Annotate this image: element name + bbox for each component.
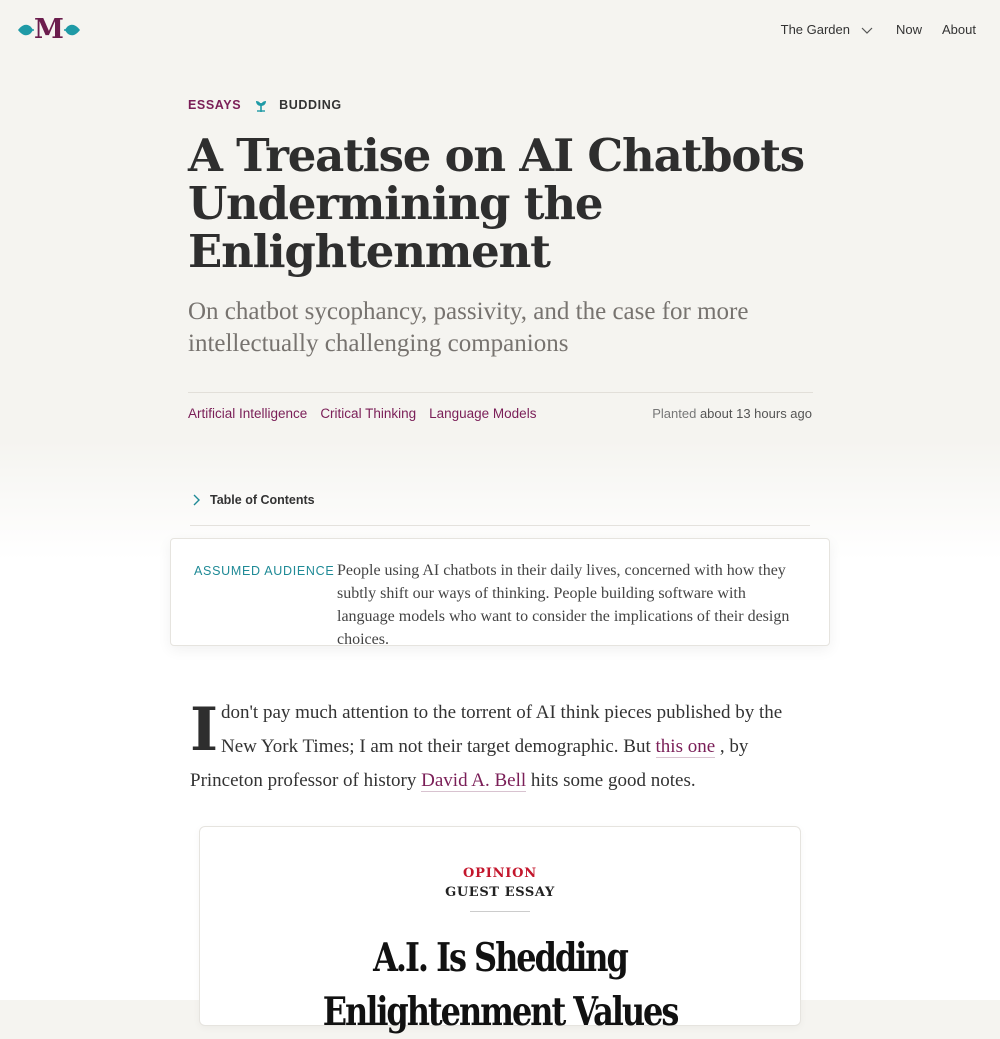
planted-time: about 13 hours ago <box>699 406 812 421</box>
author-link[interactable]: David A. Bell <box>421 770 527 791</box>
embedded-article-card <box>199 826 801 1035</box>
paragraph-text: Princeton professor of history <box>190 770 417 791</box>
tag-link[interactable]: Language Models <box>429 406 537 421</box>
growth-stage: BUDDING <box>279 98 342 112</box>
paragraph-text: New York Times; I am not their target demographic. But <box>221 736 651 757</box>
planted-prefix: Planted <box>652 406 697 421</box>
toc-divider <box>190 525 810 526</box>
nav-the-garden[interactable] <box>781 22 874 37</box>
toc-label: Table of Contents <box>210 493 315 507</box>
audience-text: People using AI chatbots in their daily lives, concerned with how they subtly shift our ways of thinking. People building software with language models who want to consider the implications of their design choices. <box>337 562 790 648</box>
chevron-right-icon <box>190 493 202 507</box>
embed-divider <box>470 911 530 912</box>
logo-letter: M <box>34 14 64 45</box>
tag-link[interactable]: Critical Thinking <box>320 406 417 421</box>
paragraph-line <box>190 730 805 764</box>
meta-divider <box>188 392 813 393</box>
nav-the-garden-label: The Garden <box>780 22 850 37</box>
paragraph-text: , by <box>719 736 749 757</box>
assumed-audience-card <box>170 538 830 646</box>
paragraph-text: hits some good notes. <box>530 770 696 791</box>
tag-list <box>188 406 536 421</box>
audience-label: ASSUMED AUDIENCE <box>194 564 335 578</box>
planted-date <box>652 406 812 421</box>
main-nav <box>781 22 976 37</box>
category-link[interactable]: ESSAYS <box>188 98 242 112</box>
paragraph-line <box>190 770 696 792</box>
page-subtitle: On chatbot sycophancy, passivity, and the case for more intellectually challenging companions <box>188 298 749 357</box>
chevron-down-icon <box>860 23 874 37</box>
drop-cap: I <box>190 695 219 765</box>
sprout-icon <box>253 97 269 113</box>
opinion-label: OPINION <box>463 866 537 881</box>
embed-headline: A.I. Is Shedding Enlightenment Values <box>322 935 678 1035</box>
guest-essay-label: GUEST ESSAY <box>445 885 555 900</box>
site-logo[interactable] <box>16 16 82 44</box>
paragraph-line: don't pay much attention to the torrent of AI think pieces published by the <box>221 702 783 723</box>
table-of-contents-toggle[interactable] <box>190 493 315 507</box>
nav-now[interactable]: Now <box>896 22 923 37</box>
nav-about[interactable]: About <box>942 22 976 37</box>
article-link[interactable]: this one <box>655 736 716 757</box>
article-breadcrumb <box>188 97 342 113</box>
intro-paragraph <box>190 696 805 798</box>
page-title: A Treatise on AI Chatbots Undermining the Enlightenment <box>188 129 804 278</box>
tag-link[interactable]: Artificial Intelligence <box>188 406 308 421</box>
